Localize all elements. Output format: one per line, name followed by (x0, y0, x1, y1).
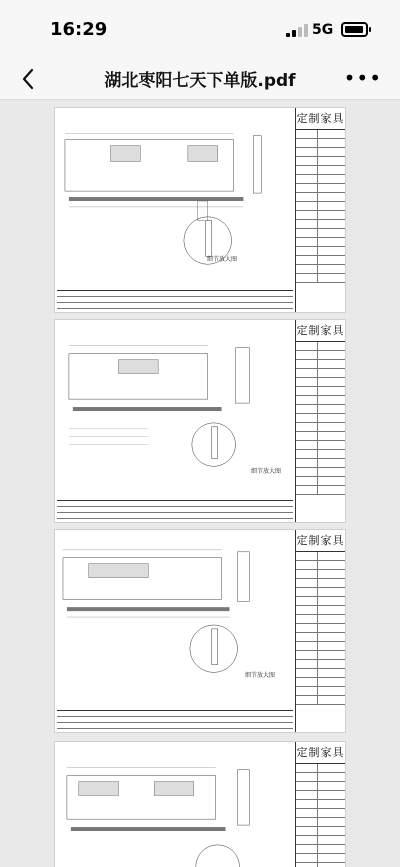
more-dots-icon: ••• (343, 66, 382, 90)
page-footer (57, 710, 293, 730)
battery-icon (341, 22, 368, 37)
detail-label: 细节放大图 (245, 672, 276, 679)
status-time: 16:29 (50, 19, 108, 40)
title-block-brand: 定制家具 (296, 320, 345, 342)
title-block-brand: 定制家具 (296, 530, 345, 552)
page-footer (57, 500, 293, 520)
cad-drawing (59, 114, 289, 286)
title-block (295, 320, 345, 522)
drawing-area (59, 536, 289, 706)
more-options-button[interactable] (344, 66, 382, 90)
signal-icon (286, 24, 308, 37)
status-bar (0, 0, 400, 58)
drawing-area (59, 748, 289, 867)
title-block-brand: 定制家具 (296, 742, 345, 764)
title-block (295, 108, 345, 312)
chevron-left-icon (14, 64, 44, 94)
cad-drawing (59, 536, 289, 706)
page-footer (57, 290, 293, 310)
title-block-brand: 定制家具 (296, 108, 345, 130)
drawing-area (59, 114, 289, 286)
document-title: 湖北枣阳七天下单版.pdf (104, 71, 296, 91)
title-block (295, 742, 345, 867)
pdf-viewer[interactable] (0, 101, 400, 867)
pdf-page-2 (54, 319, 346, 523)
cad-drawing (59, 748, 289, 867)
nav-bar (0, 58, 400, 100)
pdf-page-4 (54, 741, 346, 867)
pdf-page-1 (54, 107, 346, 313)
title-block (295, 530, 345, 732)
network-type: 5G (312, 22, 334, 38)
pdf-page-3 (54, 529, 346, 733)
back-button[interactable] (14, 64, 44, 94)
detail-label: 细节放大图 (251, 468, 282, 475)
detail-label: 细节放大图 (207, 256, 238, 263)
